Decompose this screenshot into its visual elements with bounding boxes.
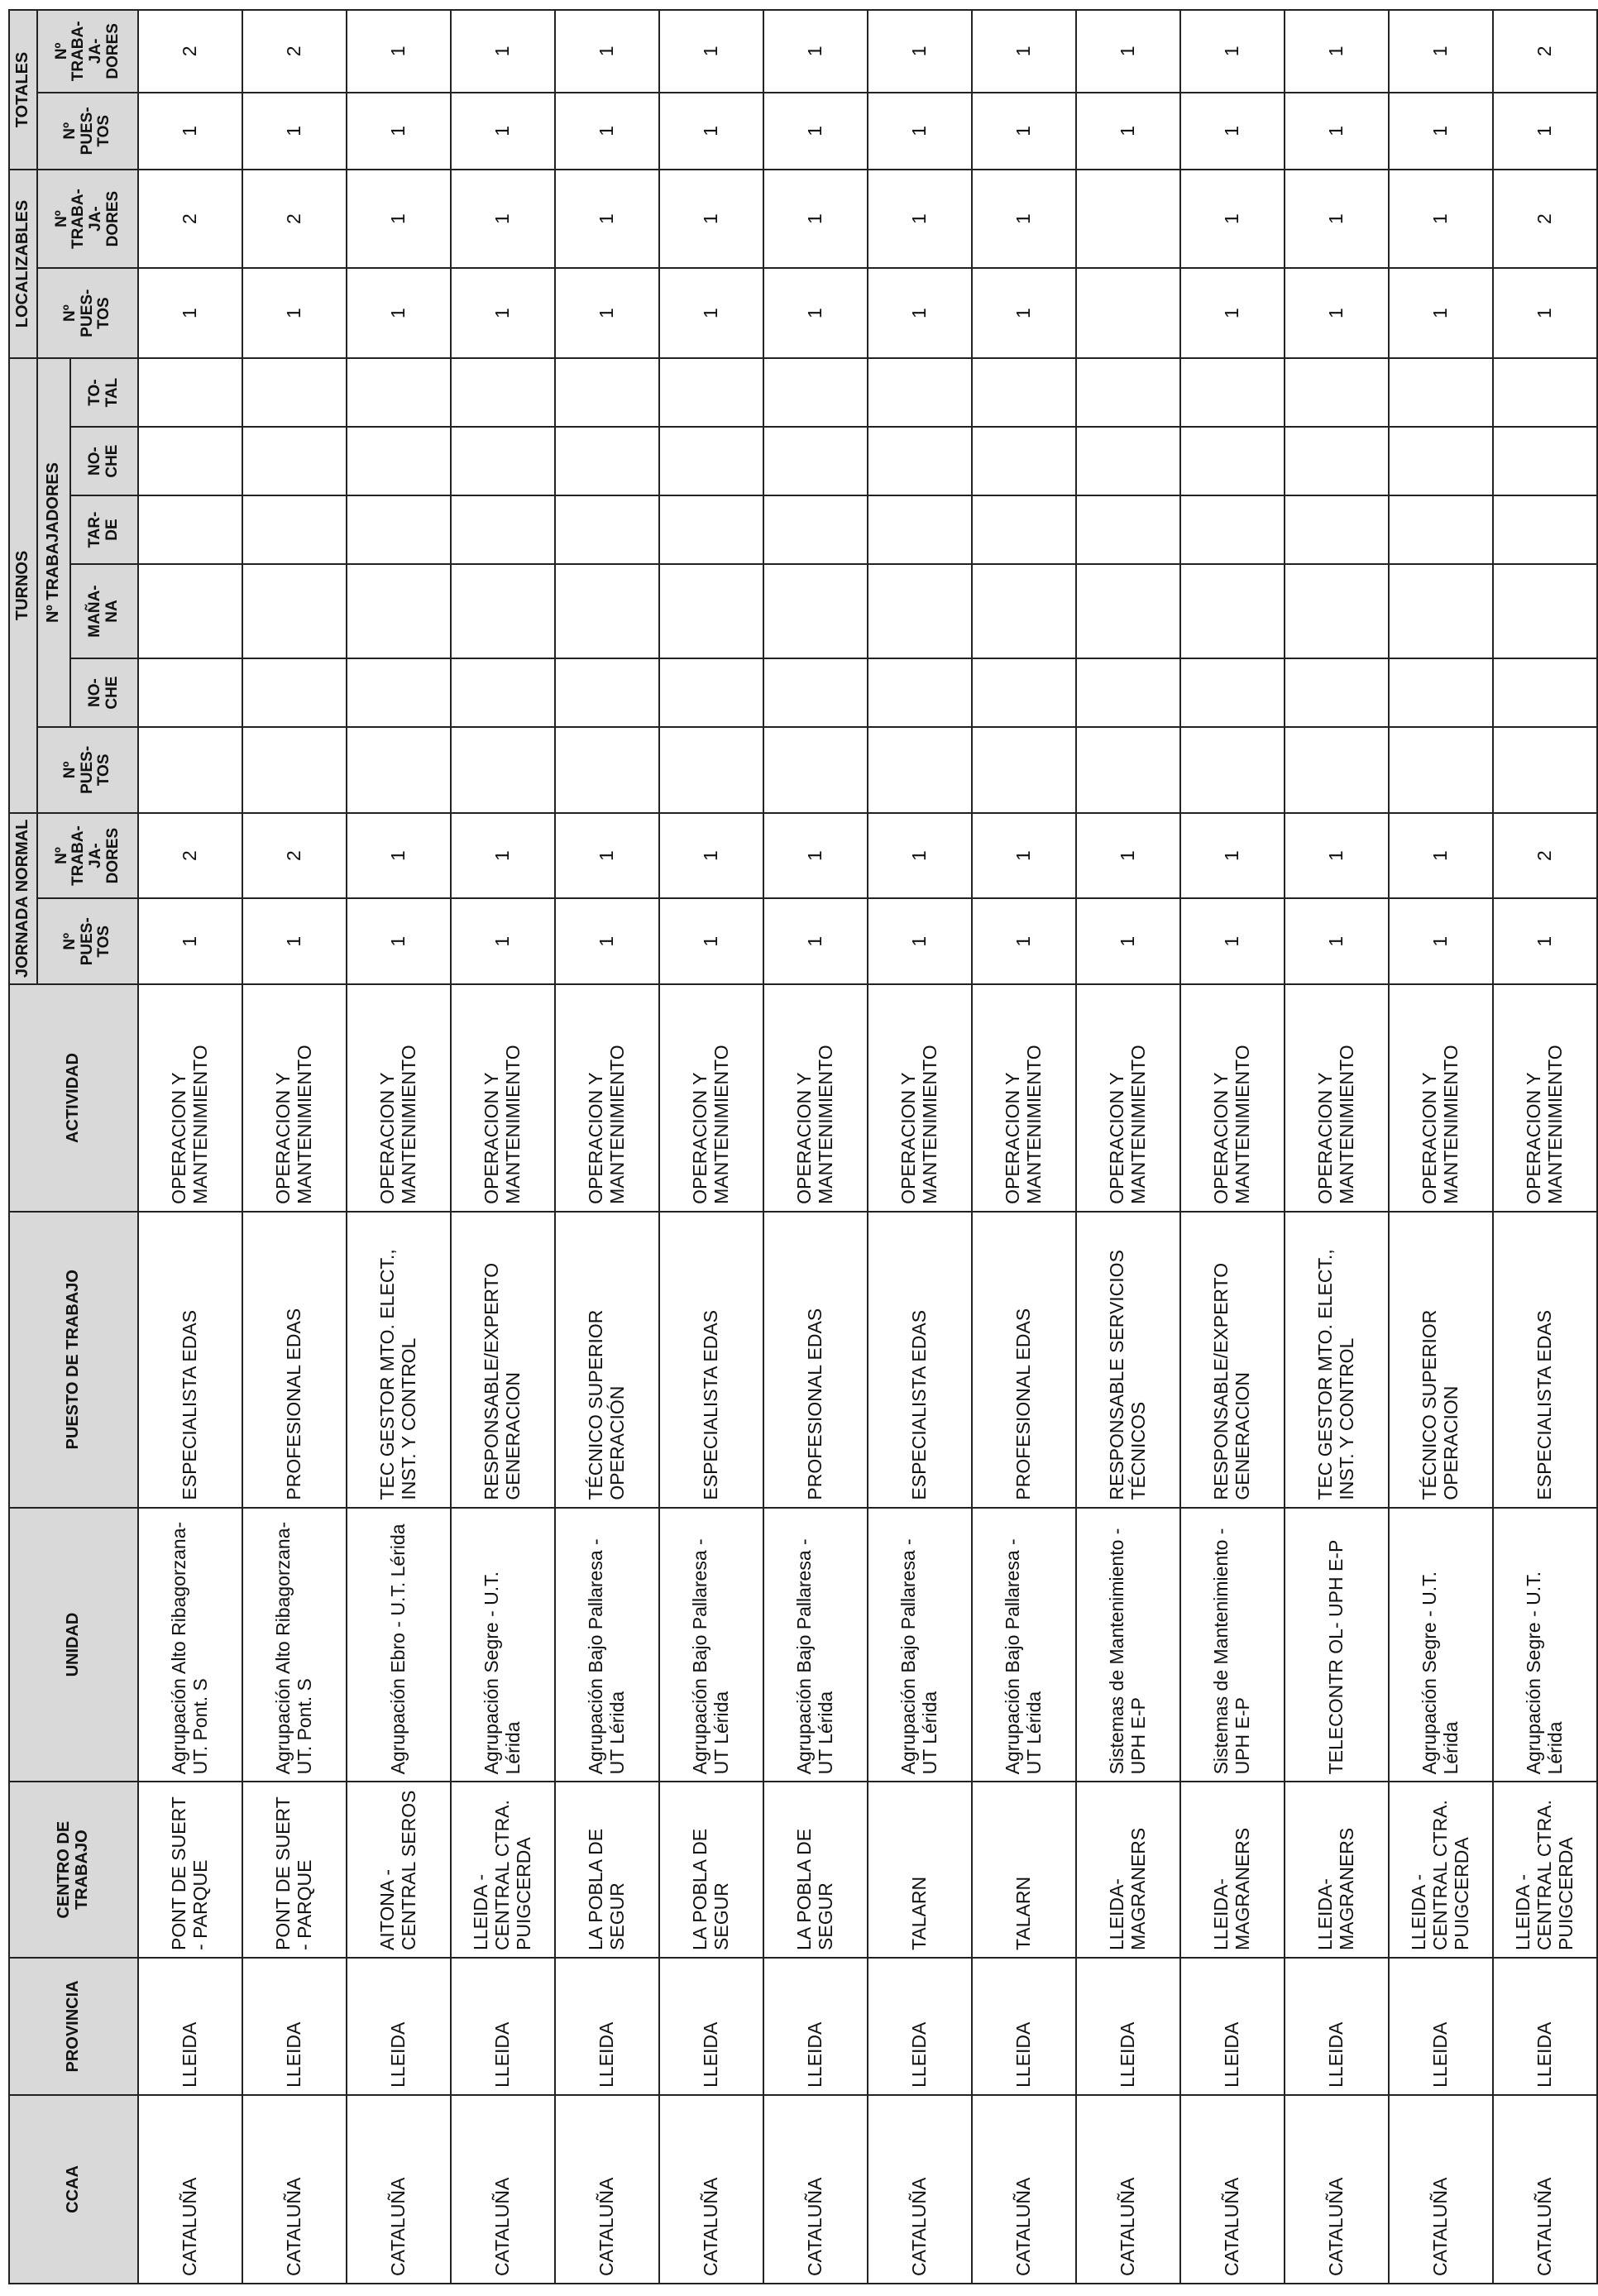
cell-manana	[972, 564, 1076, 658]
cell-unidad: Sistemas de Mantenimiento - UPH E-P	[1076, 1508, 1180, 1782]
table-row	[138, 10, 242, 2284]
cell-tot-trabajadores: 2	[242, 10, 347, 93]
cell-jn-puestos: 1	[1076, 898, 1180, 984]
cell-actividad: OPERACION Y MANTENIMIENTO	[1076, 984, 1180, 1212]
cell-loc-puestos: 1	[868, 268, 972, 358]
cell-tot-puestos: 1	[1389, 93, 1493, 170]
cell-ccaa: CATALUÑA	[1180, 2095, 1285, 2284]
cell-jn-puestos: 1	[868, 898, 972, 984]
cell-provincia: LLEIDA	[972, 1958, 1076, 2095]
header-loc-puestos: Nº PUES- TOS	[37, 268, 138, 358]
cell-noche-b	[1285, 427, 1389, 495]
cell-unidad: Agrupación Bajo Pallaresa - UT Lérida	[555, 1508, 659, 1782]
cell-tarde	[763, 495, 868, 564]
header-provincia: PROVINCIA	[9, 1958, 138, 2095]
cell-jn-trabajadores: 2	[1493, 813, 1597, 899]
cell-loc-puestos: 1	[1285, 268, 1389, 358]
header-turnos: TURNOS	[9, 358, 37, 813]
cell-jn-trabajadores: 1	[1389, 813, 1493, 899]
cell-manana	[763, 564, 868, 658]
cell-tot-puestos: 1	[972, 93, 1076, 170]
cell-turnos-puestos	[1180, 727, 1285, 813]
cell-jn-puestos: 1	[555, 898, 659, 984]
cell-noche-a	[1493, 658, 1597, 727]
cell-provincia: LLEIDA	[868, 1958, 972, 2095]
cell-manana	[451, 564, 555, 658]
cell-tarde	[1180, 495, 1285, 564]
cell-tot-puestos: 1	[763, 93, 868, 170]
cell-puesto: ESPECIALISTA EDAS	[868, 1212, 972, 1508]
cell-actividad: OPERACION Y MANTENIMIENTO	[1285, 984, 1389, 1212]
cell-puesto: TÉCNICO SUPERIOR OPERACION	[1389, 1212, 1493, 1508]
table-row	[1389, 10, 1493, 2284]
cell-jn-trabajadores: 1	[555, 813, 659, 899]
cell-noche-a	[1285, 658, 1389, 727]
cell-tarde	[1493, 495, 1597, 564]
cell-puesto: RESPONSABLE/EXPERTO GENERACION	[451, 1212, 555, 1508]
header-loc-trabajadores: Nº TRABA- JA- DORES	[37, 170, 138, 268]
cell-loc-trabajadores: 1	[1180, 170, 1285, 268]
cell-tot-puestos: 1	[1285, 93, 1389, 170]
cell-total	[972, 358, 1076, 427]
cell-noche-a	[347, 658, 451, 727]
cell-provincia: LLEIDA	[347, 1958, 451, 2095]
cell-tot-trabajadores: 1	[763, 10, 868, 93]
cell-actividad: OPERACION Y MANTENIMIENTO	[659, 984, 763, 1212]
cell-unidad: Agrupación Ebro - U.T. Lérida	[347, 1508, 451, 1782]
cell-tot-trabajadores: 1	[1389, 10, 1493, 93]
cell-manana	[1389, 564, 1493, 658]
cell-noche-a	[659, 658, 763, 727]
cell-loc-puestos: 1	[972, 268, 1076, 358]
cell-puesto: RESPONSABLE/EXPERTO GENERACION	[1180, 1212, 1285, 1508]
cell-noche-a	[451, 658, 555, 727]
cell-turnos-puestos	[1076, 727, 1180, 813]
header-tot-trabajadores: Nº TRABA- JA- DORES	[37, 10, 138, 93]
cell-noche-a	[1389, 658, 1493, 727]
cell-ccaa: CATALUÑA	[1076, 2095, 1180, 2284]
table-row	[868, 10, 972, 2284]
cell-tarde	[659, 495, 763, 564]
cell-loc-trabajadores: 1	[451, 170, 555, 268]
cell-noche-a	[1180, 658, 1285, 727]
cell-tot-puestos: 1	[347, 93, 451, 170]
cell-provincia: LLEIDA	[1285, 1958, 1389, 2095]
cell-manana	[242, 564, 347, 658]
table-body	[138, 10, 1597, 2284]
cell-jn-trabajadores: 2	[138, 813, 242, 899]
cell-manana	[555, 564, 659, 658]
cell-puesto: PROFESIONAL EDAS	[972, 1212, 1076, 1508]
cell-total	[451, 358, 555, 427]
cell-noche-b	[1493, 427, 1597, 495]
header-noche-b: NO- CHE	[70, 427, 138, 495]
cell-ccaa: CATALUÑA	[347, 2095, 451, 2284]
cell-loc-puestos: 1	[659, 268, 763, 358]
header-actividad: ACTIVIDAD	[9, 984, 138, 1212]
cell-tarde	[1285, 495, 1389, 564]
cell-tot-puestos: 1	[868, 93, 972, 170]
cell-unidad: Agrupación Segre - U.T. Lérida	[1389, 1508, 1493, 1782]
cell-unidad: Agrupación Segre - U.T. Lérida	[451, 1508, 555, 1782]
cell-turnos-puestos	[659, 727, 763, 813]
cell-jn-puestos: 1	[1285, 898, 1389, 984]
header-manana: MAÑA- NA	[70, 564, 138, 658]
cell-jn-trabajadores: 1	[1285, 813, 1389, 899]
header-puesto: PUESTO DE TRABAJO	[9, 1212, 138, 1508]
cell-tarde	[1076, 495, 1180, 564]
cell-tarde	[451, 495, 555, 564]
cell-centro: LLEIDA - CENTRAL CTRA. PUIGCERDA	[451, 1782, 555, 1958]
cell-loc-puestos: 1	[242, 268, 347, 358]
cell-tot-trabajadores: 1	[659, 10, 763, 93]
cell-tot-puestos: 1	[138, 93, 242, 170]
cell-turnos-puestos	[763, 727, 868, 813]
cell-ccaa: CATALUÑA	[138, 2095, 242, 2284]
cell-total	[138, 358, 242, 427]
cell-centro: LA POBLA DE SEGUR	[555, 1782, 659, 1958]
cell-turnos-puestos	[242, 727, 347, 813]
cell-actividad: OPERACION Y MANTENIMIENTO	[868, 984, 972, 1212]
cell-loc-puestos: 1	[555, 268, 659, 358]
cell-loc-trabajadores: 2	[138, 170, 242, 268]
cell-tot-trabajadores: 1	[972, 10, 1076, 93]
cell-tot-puestos: 1	[1076, 93, 1180, 170]
cell-manana	[659, 564, 763, 658]
cell-provincia: LLEIDA	[763, 1958, 868, 2095]
table-row	[1076, 10, 1180, 2284]
cell-loc-trabajadores	[1076, 170, 1180, 268]
cell-provincia: LLEIDA	[138, 1958, 242, 2095]
cell-jn-trabajadores: 1	[868, 813, 972, 899]
cell-turnos-puestos	[972, 727, 1076, 813]
cell-noche-a	[1076, 658, 1180, 727]
cell-total	[555, 358, 659, 427]
table-row	[1180, 10, 1285, 2284]
header-jn-puestos: Nº PUES- TOS	[37, 898, 138, 984]
cell-jn-trabajadores: 1	[1180, 813, 1285, 899]
cell-actividad: OPERACION Y MANTENIMIENTO	[1389, 984, 1493, 1212]
cell-noche-b	[763, 427, 868, 495]
cell-actividad: OPERACION Y MANTENIMIENTO	[555, 984, 659, 1212]
cell-puesto: ESPECIALISTA EDAS	[1493, 1212, 1597, 1508]
cell-loc-puestos: 1	[138, 268, 242, 358]
cell-loc-trabajadores: 1	[555, 170, 659, 268]
cell-ccaa: CATALUÑA	[242, 2095, 347, 2284]
cell-tot-trabajadores: 1	[347, 10, 451, 93]
cell-jn-puestos: 1	[347, 898, 451, 984]
cell-loc-trabajadores: 1	[659, 170, 763, 268]
cell-puesto: PROFESIONAL EDAS	[242, 1212, 347, 1508]
cell-manana	[1285, 564, 1389, 658]
cell-actividad: OPERACION Y MANTENIMIENTO	[347, 984, 451, 1212]
cell-centro: LLEIDA - CENTRAL CTRA. PUIGCERDA	[1493, 1782, 1597, 1958]
cell-loc-trabajadores: 1	[1285, 170, 1389, 268]
workforce-table	[8, 9, 1598, 2284]
cell-noche-b	[972, 427, 1076, 495]
table-row	[659, 10, 763, 2284]
cell-centro: LLEIDA- MAGRANERS	[1076, 1782, 1180, 1958]
cell-ccaa: CATALUÑA	[1389, 2095, 1493, 2284]
cell-noche-a	[972, 658, 1076, 727]
cell-unidad: Sistemas de Mantenimiento - UPH E-P	[1180, 1508, 1285, 1782]
cell-tot-trabajadores: 2	[138, 10, 242, 93]
cell-tarde	[868, 495, 972, 564]
cell-turnos-puestos	[868, 727, 972, 813]
cell-total	[1493, 358, 1597, 427]
cell-noche-b	[868, 427, 972, 495]
cell-unidad: Agrupación Alto Ribagorzana-UT. Pont. S	[138, 1508, 242, 1782]
cell-turnos-puestos	[138, 727, 242, 813]
cell-ccaa: CATALUÑA	[451, 2095, 555, 2284]
cell-actividad: OPERACION Y MANTENIMIENTO	[242, 984, 347, 1212]
cell-puesto: TEC GESTOR MTO. ELECT., INST. Y CONTROL	[1285, 1212, 1389, 1508]
header-totales: TOTALES	[9, 10, 37, 170]
cell-manana	[1076, 564, 1180, 658]
table-row	[1285, 10, 1389, 2284]
cell-centro: LLEIDA - CENTRAL CTRA. PUIGCERDA	[1389, 1782, 1493, 1958]
table-row	[242, 10, 347, 2284]
cell-noche-b	[659, 427, 763, 495]
header-turnos-puestos: Nº PUES- TOS	[37, 727, 138, 813]
cell-centro: LA POBLA DE SEGUR	[659, 1782, 763, 1958]
table-row	[451, 10, 555, 2284]
cell-ccaa: CATALUÑA	[659, 2095, 763, 2284]
cell-total	[347, 358, 451, 427]
cell-jn-trabajadores: 1	[763, 813, 868, 899]
cell-jn-puestos: 1	[242, 898, 347, 984]
cell-jn-puestos: 1	[763, 898, 868, 984]
cell-total	[242, 358, 347, 427]
header-tot-puestos: Nº PUES- TOS	[37, 93, 138, 170]
cell-unidad: TELECONTR OL- UPH E-P	[1285, 1508, 1389, 1782]
cell-provincia: LLEIDA	[1493, 1958, 1597, 2095]
table-row	[972, 10, 1076, 2284]
cell-centro: AITONA - CENTRAL SEROS	[347, 1782, 451, 1958]
cell-turnos-puestos	[1285, 727, 1389, 813]
cell-tot-trabajadores: 1	[1076, 10, 1180, 93]
cell-total	[1076, 358, 1180, 427]
cell-jn-trabajadores: 1	[1076, 813, 1180, 899]
cell-actividad: OPERACION Y MANTENIMIENTO	[972, 984, 1076, 1212]
cell-actividad: OPERACION Y MANTENIMIENTO	[763, 984, 868, 1212]
cell-puesto: PROFESIONAL EDAS	[763, 1212, 868, 1508]
cell-jn-puestos: 1	[1389, 898, 1493, 984]
cell-tarde	[242, 495, 347, 564]
cell-noche-b	[1076, 427, 1180, 495]
cell-jn-trabajadores: 2	[242, 813, 347, 899]
cell-noche-b	[1389, 427, 1493, 495]
cell-actividad: OPERACION Y MANTENIMIENTO	[451, 984, 555, 1212]
cell-total	[763, 358, 868, 427]
cell-manana	[868, 564, 972, 658]
header-localizables: LOCALIZABLES	[9, 170, 37, 358]
cell-noche-a	[868, 658, 972, 727]
cell-noche-b	[138, 427, 242, 495]
cell-turnos-puestos	[1389, 727, 1493, 813]
cell-jn-trabajadores: 1	[972, 813, 1076, 899]
cell-noche-b	[242, 427, 347, 495]
cell-loc-puestos: 1	[763, 268, 868, 358]
table-row	[347, 10, 451, 2284]
cell-noche-b	[555, 427, 659, 495]
cell-centro: LLEIDA- MAGRANERS	[1285, 1782, 1389, 1958]
cell-loc-trabajadores: 1	[868, 170, 972, 268]
cell-unidad: Agrupación Alto Ribagorzana-UT. Pont. S	[242, 1508, 347, 1782]
cell-tot-puestos: 1	[659, 93, 763, 170]
cell-jn-puestos: 1	[659, 898, 763, 984]
cell-loc-trabajadores: 1	[1389, 170, 1493, 268]
cell-unidad: Agrupación Segre - U.T. Lérida	[1493, 1508, 1597, 1782]
cell-loc-trabajadores: 1	[763, 170, 868, 268]
cell-puesto: ESPECIALISTA EDAS	[659, 1212, 763, 1508]
cell-total	[659, 358, 763, 427]
cell-actividad: OPERACION Y MANTENIMIENTO	[1180, 984, 1285, 1212]
cell-noche-a	[138, 658, 242, 727]
cell-loc-trabajadores: 1	[972, 170, 1076, 268]
cell-manana	[1180, 564, 1285, 658]
cell-total	[868, 358, 972, 427]
cell-centro: PONT DE SUERT - PARQUE	[138, 1782, 242, 1958]
cell-puesto: ESPECIALISTA EDAS	[138, 1212, 242, 1508]
cell-tarde	[1389, 495, 1493, 564]
cell-ccaa: CATALUÑA	[555, 2095, 659, 2284]
cell-noche-a	[242, 658, 347, 727]
cell-total	[1285, 358, 1389, 427]
cell-jn-trabajadores: 1	[347, 813, 451, 899]
cell-centro: TALARN	[972, 1782, 1076, 1958]
cell-ccaa: CATALUÑA	[1493, 2095, 1597, 2284]
cell-tarde	[972, 495, 1076, 564]
cell-jn-trabajadores: 1	[451, 813, 555, 899]
cell-loc-puestos: 1	[347, 268, 451, 358]
cell-actividad: OPERACION Y MANTENIMIENTO	[138, 984, 242, 1212]
cell-tot-trabajadores: 1	[1180, 10, 1285, 93]
cell-noche-a	[763, 658, 868, 727]
cell-jn-puestos: 1	[1180, 898, 1285, 984]
header-unidad: UNIDAD	[9, 1508, 138, 1782]
cell-centro: TALARN	[868, 1782, 972, 1958]
cell-turnos-puestos	[451, 727, 555, 813]
cell-tot-trabajadores: 1	[1285, 10, 1389, 93]
cell-tot-puestos: 1	[1180, 93, 1285, 170]
cell-provincia: LLEIDA	[1076, 1958, 1180, 2095]
cell-tot-puestos: 1	[451, 93, 555, 170]
table-row	[1493, 10, 1597, 2284]
cell-puesto: RESPONSABLE SERVICIOS TÉCNICOS	[1076, 1212, 1180, 1508]
cell-ccaa: CATALUÑA	[868, 2095, 972, 2284]
cell-loc-puestos	[1076, 268, 1180, 358]
cell-jn-puestos: 1	[1493, 898, 1597, 984]
cell-unidad: Agrupación Bajo Pallaresa - UT Lérida	[868, 1508, 972, 1782]
cell-puesto: TÉCNICO SUPERIOR OPERACIÓN	[555, 1212, 659, 1508]
cell-tot-puestos: 1	[242, 93, 347, 170]
header-n-trabajadores: Nº TRABAJADORES	[37, 358, 70, 727]
cell-jn-puestos: 1	[138, 898, 242, 984]
cell-centro: LLEIDA- MAGRANERS	[1180, 1782, 1285, 1958]
cell-tot-trabajadores: 1	[451, 10, 555, 93]
cell-noche-b	[347, 427, 451, 495]
cell-loc-trabajadores: 2	[1493, 170, 1597, 268]
cell-ccaa: CATALUÑA	[972, 2095, 1076, 2284]
header-ccaa: CCAA	[9, 2095, 138, 2284]
cell-tot-trabajadores: 1	[868, 10, 972, 93]
cell-tot-trabajadores: 1	[555, 10, 659, 93]
cell-actividad: OPERACION Y MANTENIMIENTO	[1493, 984, 1597, 1212]
cell-noche-b	[1180, 427, 1285, 495]
cell-centro: PONT DE SUERT - PARQUE	[242, 1782, 347, 1958]
header-jn-trabajadores: Nº TRABA- JA- DORES	[37, 813, 138, 899]
cell-ccaa: CATALUÑA	[763, 2095, 868, 2284]
cell-jn-trabajadores: 1	[659, 813, 763, 899]
cell-noche-a	[555, 658, 659, 727]
cell-tarde	[347, 495, 451, 564]
cell-manana	[138, 564, 242, 658]
cell-turnos-puestos	[555, 727, 659, 813]
cell-total	[1180, 358, 1285, 427]
cell-puesto: TEC GESTOR MTO. ELECT., INST. Y CONTROL	[347, 1212, 451, 1508]
cell-ccaa: CATALUÑA	[1285, 2095, 1389, 2284]
cell-tot-puestos: 1	[555, 93, 659, 170]
cell-provincia: LLEIDA	[555, 1958, 659, 2095]
cell-provincia: LLEIDA	[451, 1958, 555, 2095]
cell-centro: LA POBLA DE SEGUR	[763, 1782, 868, 1958]
cell-noche-b	[451, 427, 555, 495]
cell-loc-puestos: 1	[1389, 268, 1493, 358]
cell-manana	[1493, 564, 1597, 658]
table-row	[763, 10, 868, 2284]
table-row	[555, 10, 659, 2284]
cell-tarde	[555, 495, 659, 564]
cell-tot-trabajadores: 2	[1493, 10, 1597, 93]
header-centro: CENTRO DE TRABAJO	[9, 1782, 138, 1958]
cell-loc-puestos: 1	[1493, 268, 1597, 358]
header-jornada-normal: JORNADA NORMAL	[9, 813, 37, 984]
cell-provincia: LLEIDA	[659, 1958, 763, 2095]
cell-loc-trabajadores: 2	[242, 170, 347, 268]
cell-provincia: LLEIDA	[242, 1958, 347, 2095]
cell-provincia: LLEIDA	[1180, 1958, 1285, 2095]
cell-tarde	[138, 495, 242, 564]
cell-loc-trabajadores: 1	[347, 170, 451, 268]
cell-tot-puestos: 1	[1493, 93, 1597, 170]
cell-jn-puestos: 1	[972, 898, 1076, 984]
cell-unidad: Agrupación Bajo Pallaresa - UT Lérida	[659, 1508, 763, 1782]
cell-provincia: LLEIDA	[1389, 1958, 1493, 2095]
cell-unidad: Agrupación Bajo Pallaresa - UT Lérida	[763, 1508, 868, 1782]
cell-manana	[347, 564, 451, 658]
cell-turnos-puestos	[1493, 727, 1597, 813]
header-total: TO- TAL	[70, 358, 138, 427]
header-tarde: TAR- DE	[70, 495, 138, 564]
cell-jn-puestos: 1	[451, 898, 555, 984]
cell-loc-puestos: 1	[1180, 268, 1285, 358]
header-noche-a: NO- CHE	[70, 658, 138, 727]
cell-turnos-puestos	[347, 727, 451, 813]
cell-unidad: Agrupación Bajo Pallaresa - UT Lérida	[972, 1508, 1076, 1782]
cell-total	[1389, 358, 1493, 427]
cell-loc-puestos: 1	[451, 268, 555, 358]
